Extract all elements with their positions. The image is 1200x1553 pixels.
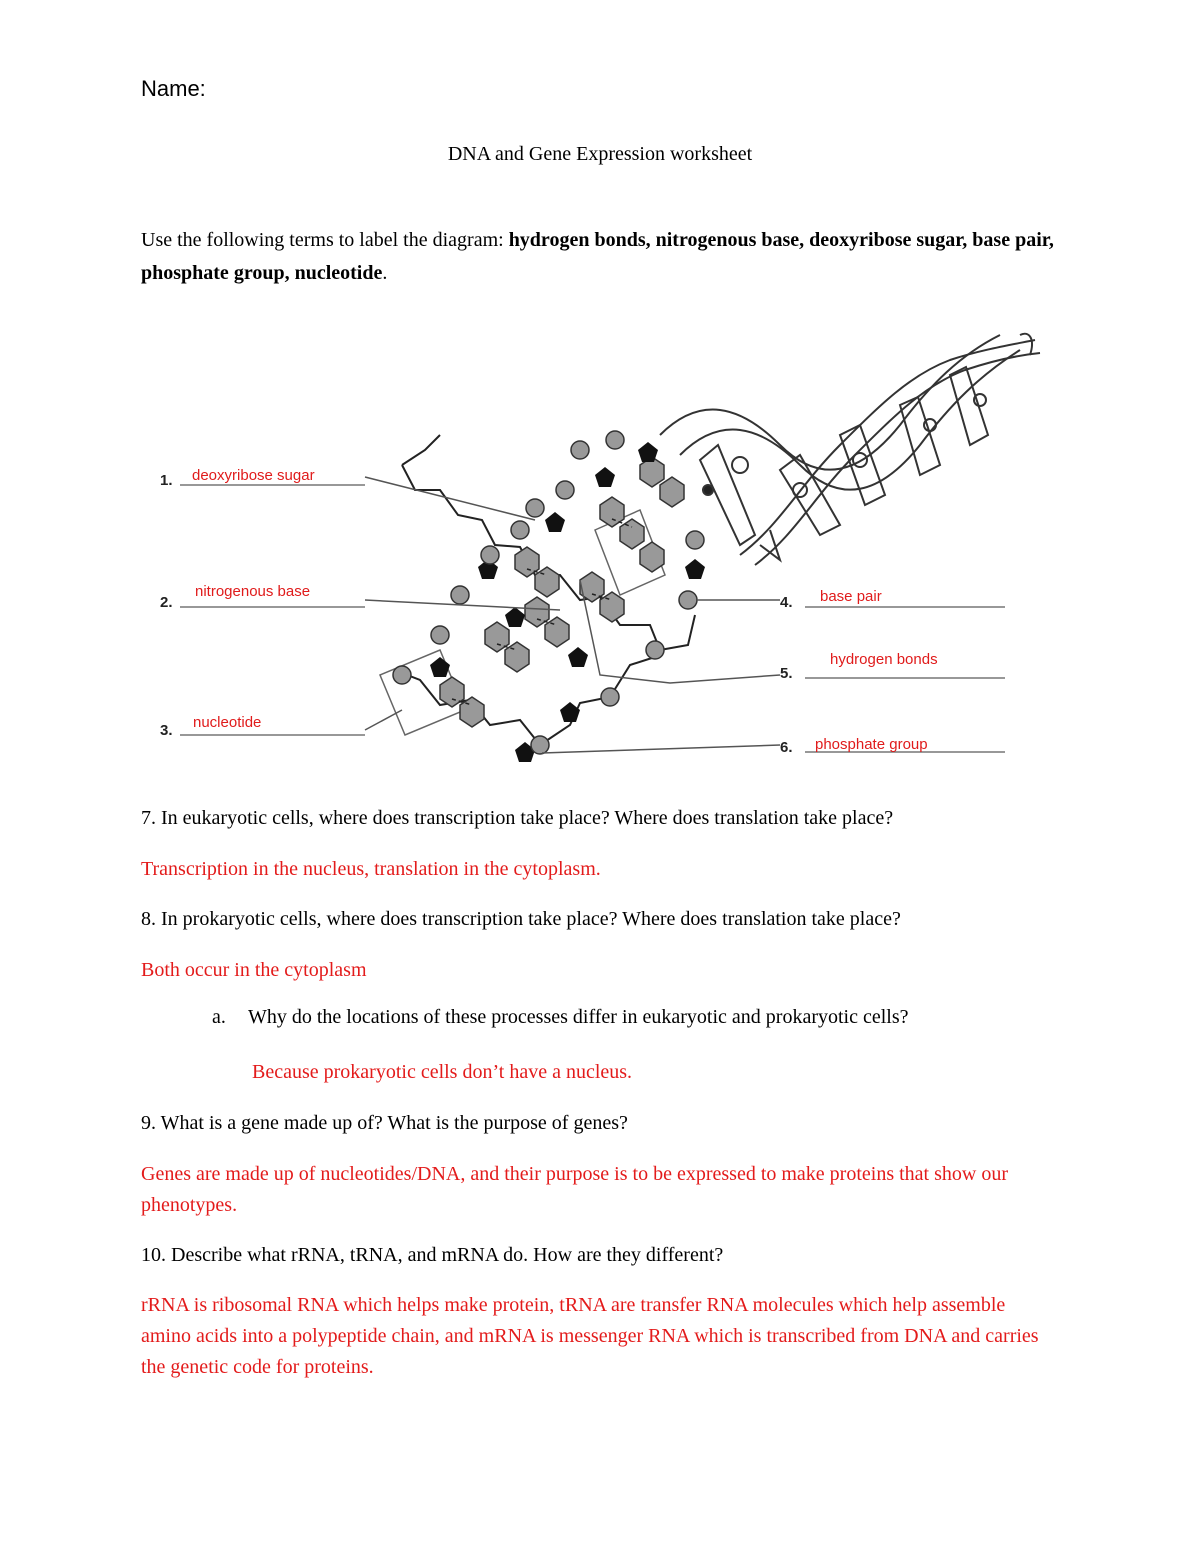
label-6-answer: phosphate group	[815, 736, 928, 753]
label-5-number: 5.	[780, 665, 793, 682]
instructions-prefix: Use the following terms to label the diagram:	[141, 229, 509, 251]
label-1-answer: deoxyribose sugar	[192, 467, 315, 484]
page-title: DNA and Gene Expression worksheet	[447, 143, 753, 165]
answer-9: Genes are made up of nucleotides/DNA, and their purpose is to be expressed to make proteins that show our phenotypes.	[141, 1163, 1008, 1216]
label-6-number: 6.	[780, 739, 793, 756]
label-1-number: 1.	[160, 472, 173, 489]
instructions-terms: hydrogen bonds, nitrogenous base, deoxyribose sugar, base pair, phosphate group, nucleotide	[141, 229, 1054, 284]
question-7: 7. In eukaryotic cells, where does transcription take place? Where does translation take place?	[141, 807, 894, 829]
label-5-answer: hydrogen bonds	[830, 651, 938, 668]
label-3-number: 3.	[160, 722, 173, 739]
question-8a-letter: a.	[212, 1006, 226, 1028]
instructions	[141, 224, 1071, 290]
answer-8a: Because prokaryotic cells don’t have a nucleus.	[252, 1061, 633, 1083]
question-10: 10. Describe what rRNA, tRNA, and mRNA do. How are they different?	[141, 1244, 724, 1266]
answer-10: rRNA is ribosomal RNA which helps make protein, tRNA are transfer RNA molecules which help assemble amino acids into a polypeptide chain, and mRNA is messenger RNA which is transcribed from DNA and carries the genetic code for proteins.	[141, 1294, 1039, 1378]
answer-7: Transcription in the nucleus, translation in the cytoplasm.	[141, 858, 601, 880]
dna-diagram	[140, 305, 1060, 795]
label-4-number: 4.	[780, 594, 793, 611]
label-2-answer: nitrogenous base	[195, 583, 311, 600]
question-8a: Why do the locations of these processes differ in eukaryotic and prokaryotic cells?	[248, 1006, 909, 1028]
instructions-suffix: .	[382, 262, 388, 284]
question-8: 8. In prokaryotic cells, where does transcription take place? Where does translation take place?	[141, 908, 901, 930]
label-2-number: 2.	[160, 594, 173, 611]
question-9: 9. What is a gene made up of? What is the purpose of genes?	[141, 1112, 628, 1134]
name-label: Name:	[141, 76, 206, 101]
label-3-answer: nucleotide	[193, 714, 262, 731]
label-4-answer: base pair	[820, 588, 882, 605]
dna-helix-illustration	[660, 334, 1040, 565]
answer-8: Both occur in the cytoplasm	[141, 959, 367, 981]
